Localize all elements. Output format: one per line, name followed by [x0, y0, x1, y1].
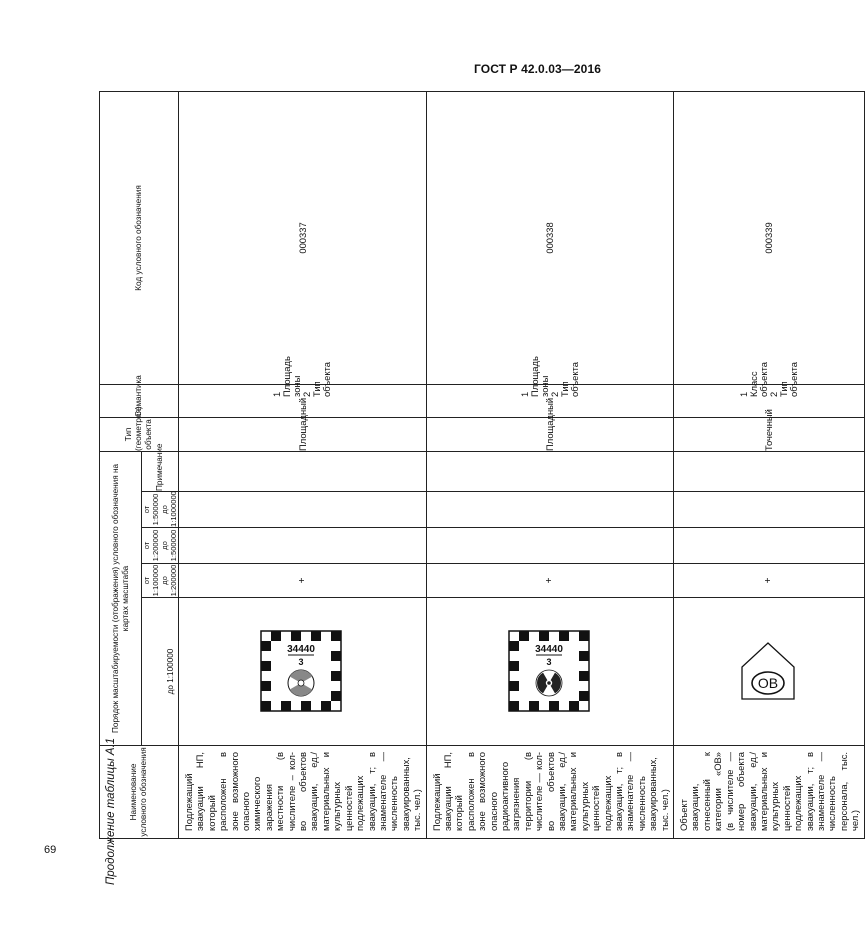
header-note: Примечание [142, 451, 179, 491]
row-geometry: Площадный [179, 417, 427, 451]
ov-category-symbol [728, 632, 808, 712]
semantics-item: 2 Тип объекта [301, 362, 333, 397]
row-note [179, 451, 427, 491]
semantics-item: 1 Класс объекта [737, 362, 769, 397]
semantics-item: 2 Тип объекта [548, 362, 580, 397]
symbol-numerator: 34440 [287, 644, 316, 656]
radiation-evacuation-symbol [504, 627, 594, 717]
row-scale-2: + [674, 564, 865, 598]
chemical-hazard-icon [288, 670, 314, 696]
rotated-table-block [99, 94, 861, 885]
row-symbol [179, 598, 427, 746]
row-geometry: Площадный [426, 417, 674, 451]
row-scale-4 [179, 492, 427, 528]
header-scale-1: до 1:100000 [142, 598, 179, 746]
header-semantics: Семантика [100, 384, 179, 417]
table-row [179, 91, 427, 838]
symbol-label: ОВ [757, 675, 778, 692]
row-code: 000338 [426, 91, 674, 384]
row-scale-2: + [179, 564, 427, 598]
header-scale-2: от 1:100000 до 1:200000 [142, 564, 178, 597]
row-symbol [674, 598, 865, 746]
header-code: Код условного обозначения [100, 91, 179, 384]
radiation-hazard-icon [536, 671, 562, 697]
header-scaling-group: Порядок масштабируемости (отображения) условного обозначения на картах масштаба [100, 451, 142, 745]
table-continuation-caption: Продолжение таблицы А.1 [105, 737, 117, 885]
header-scale-4: от 1:500000 до 1:1000000 [142, 491, 178, 527]
row-name: Подлежащий эвакуации НП, который расположен в зоне возможного опасного химического заражения местности (в числителе – кол-во объектов эвакуации, ед./материальных и культурных ценностей подлежащих эвакуации, т; в знаменателе — численность эвакуированных, тыс. чел.) [179, 746, 427, 839]
row-scale-4 [426, 492, 674, 528]
semantics-item: 1 Площадь зоны [271, 356, 303, 397]
row-code: 000337 [179, 91, 427, 384]
row-note [426, 451, 674, 491]
symbol-numerator: 34440 [534, 644, 563, 656]
row-scale-2: + [426, 564, 674, 598]
semantics-item: 2 Тип объекта [767, 362, 799, 397]
row-name: Объект эвакуации, отнесенный к категории «ОВ» (в числителе — номер объекта эвакуации, ед./материальных и культурных ценностей подлежащих эвакуации, т; в знаменателе — численность персонала, тыс. чел.) [674, 746, 865, 839]
row-name: Подлежащий эвакуации НП, который расположен в зоне возможного опасного радиоактивного загрязнения территории (в числителе — кол-во объектов эвакуации, ед./материальных и культурных ценностей подлежащих эвакуации, т; в знаменателе — численность эвакуированных, тыс. чел.) [426, 746, 674, 839]
header-scale-3: от 1:200000 до 1:500000 [142, 528, 179, 564]
row-note [674, 451, 865, 491]
row-scale-3 [674, 528, 865, 564]
row-geometry: Точечный [674, 417, 865, 451]
header-geometry: Тип (геометрия) объекта [100, 417, 179, 451]
semantics-item: 1 Площадь зоны [518, 356, 550, 397]
symbol-denominator: 3 [546, 657, 552, 668]
row-symbol [426, 598, 674, 746]
symbol-denominator: 3 [298, 657, 304, 668]
header-name: Наименование условного обозначения [100, 746, 179, 839]
row-scale-3 [426, 528, 674, 564]
row-code: 000339 [674, 91, 865, 384]
table-row [426, 91, 674, 838]
row-scale-4 [674, 492, 865, 528]
standard-designation: ГОСТ Р 42.0.03—2016 [474, 62, 601, 76]
symbols-table [99, 91, 865, 839]
row-scale-3 [179, 528, 427, 564]
chemical-evacuation-symbol [256, 627, 346, 717]
page-number: 69 [44, 844, 57, 856]
table-row [674, 91, 865, 838]
